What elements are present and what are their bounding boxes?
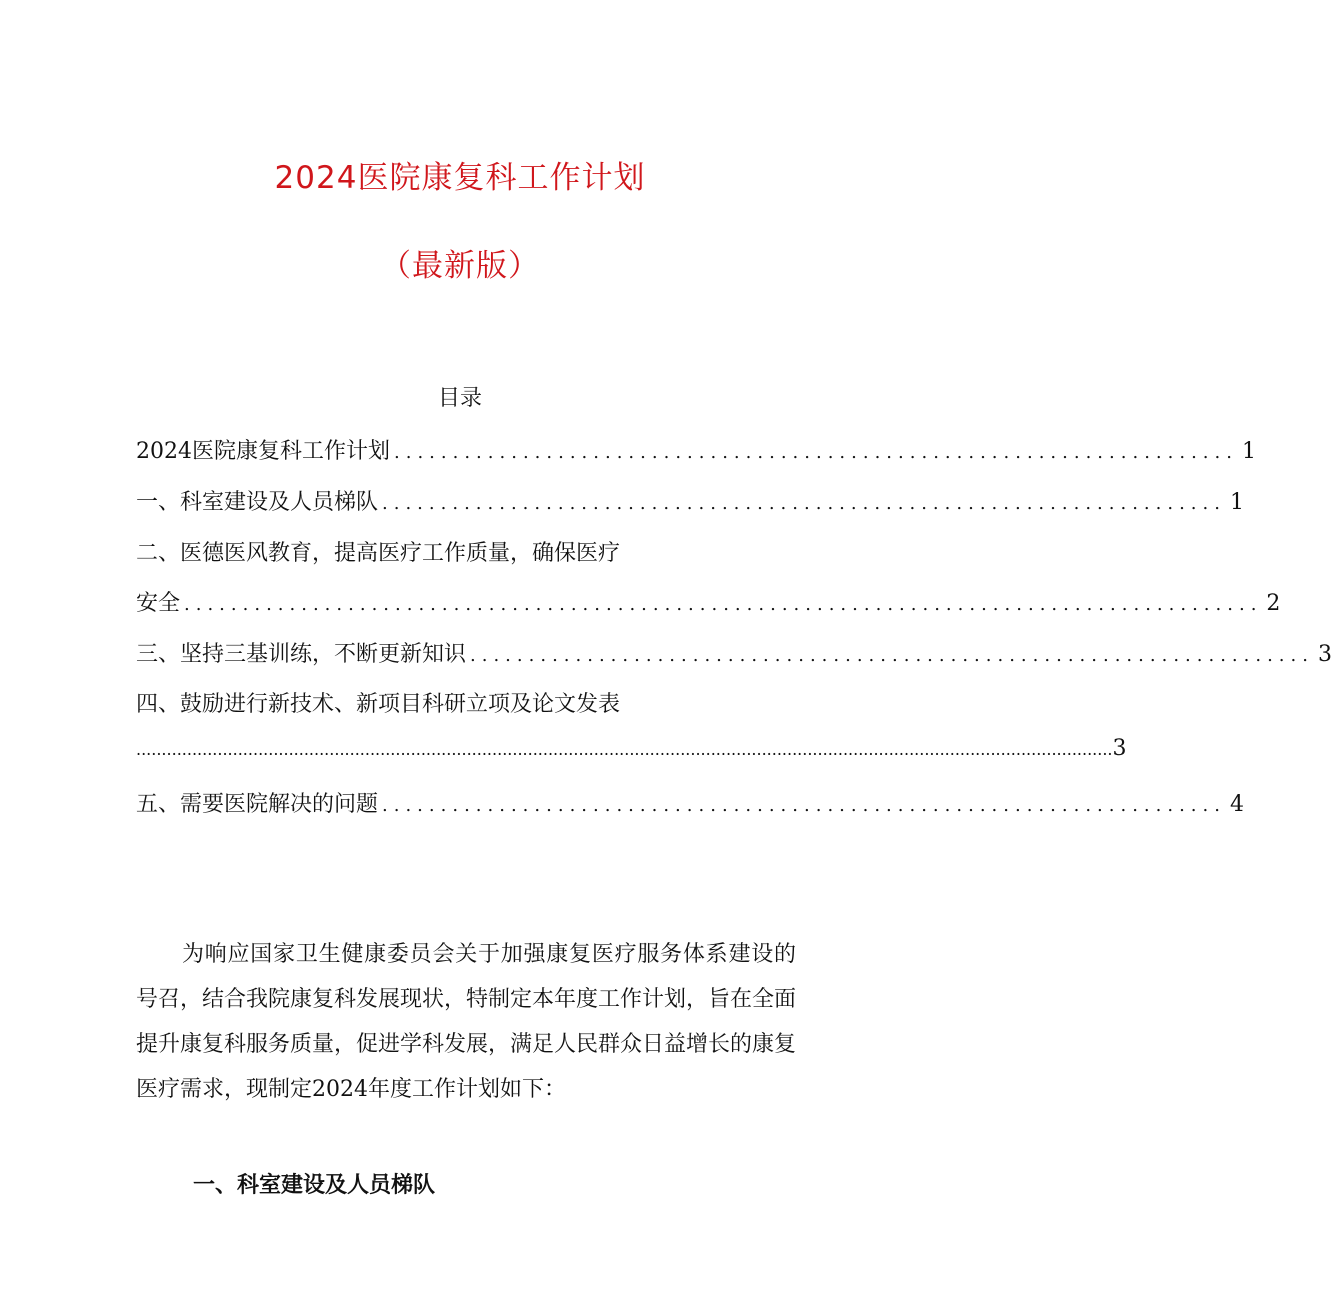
section-heading: 一、科室建设及人员梯队 (193, 1173, 436, 1198)
toc-entry-label: 五、需要医院解决的问题 (136, 792, 379, 817)
toc-entry[interactable] (136, 485, 1244, 519)
toc-entry-label: 四、鼓励进行新技术、新项目科研立项及论文发表 (136, 692, 621, 717)
toc-entry-label: 一、科室建设及人员梯队 (136, 490, 379, 515)
toc-entry[interactable] (136, 434, 1256, 468)
toc-entry-label: 二、医德医风教育，提高医疗工作质量，确保医疗 (136, 541, 621, 566)
toc-entry-page: 1 (1241, 439, 1256, 464)
toc-leader: ........................................................................ (394, 442, 1238, 463)
document-title: 2024医院康复科工作计划 (274, 160, 646, 196)
toc-entry-page: 2 (1266, 591, 1281, 616)
toc-entry[interactable] (136, 736, 1127, 770)
document-subtitle: （最新版） (380, 248, 540, 284)
toc-entry[interactable] (136, 586, 1281, 620)
toc-entry-page: 3 (1112, 736, 1127, 761)
toc-entry[interactable] (136, 637, 1332, 671)
toc-entry[interactable] (136, 787, 1244, 821)
toc-heading: 目录 (437, 386, 482, 411)
toc-entry[interactable] (136, 687, 776, 721)
toc-entry-label: 三、坚持三基训练，不断更新知识 (136, 642, 467, 667)
toc-entry-page: 4 (1229, 792, 1244, 817)
intro-paragraph: 为响应国家卫生健康委员会关于加强康复医疗服务体系建设的号召，结合我院康复科发展现状，特制定本年度工作计划，旨在全面提升康复科服务质量，促进学科发展，满足人民群众日益增长的康复医疗需求，现制定2024年度工作计划如下： (136, 942, 797, 1102)
toc-leader: ........................................................................ (470, 645, 1314, 666)
toc-leader: ............................................................................................ (184, 594, 1263, 615)
toc-leader: ........................................................................ (382, 493, 1226, 514)
toc-entry-page: 1 (1229, 490, 1244, 515)
toc-leader: ................................................................................................................................................................................................ (136, 740, 1113, 759)
toc-entry-page: 3 (1317, 642, 1332, 667)
toc-leader: ........................................................................ (382, 795, 1226, 816)
toc-entry[interactable] (136, 536, 776, 570)
toc-entry-label: 安全 (136, 591, 181, 616)
toc-entry-label: 2024医院康复科工作计划 (136, 439, 390, 464)
